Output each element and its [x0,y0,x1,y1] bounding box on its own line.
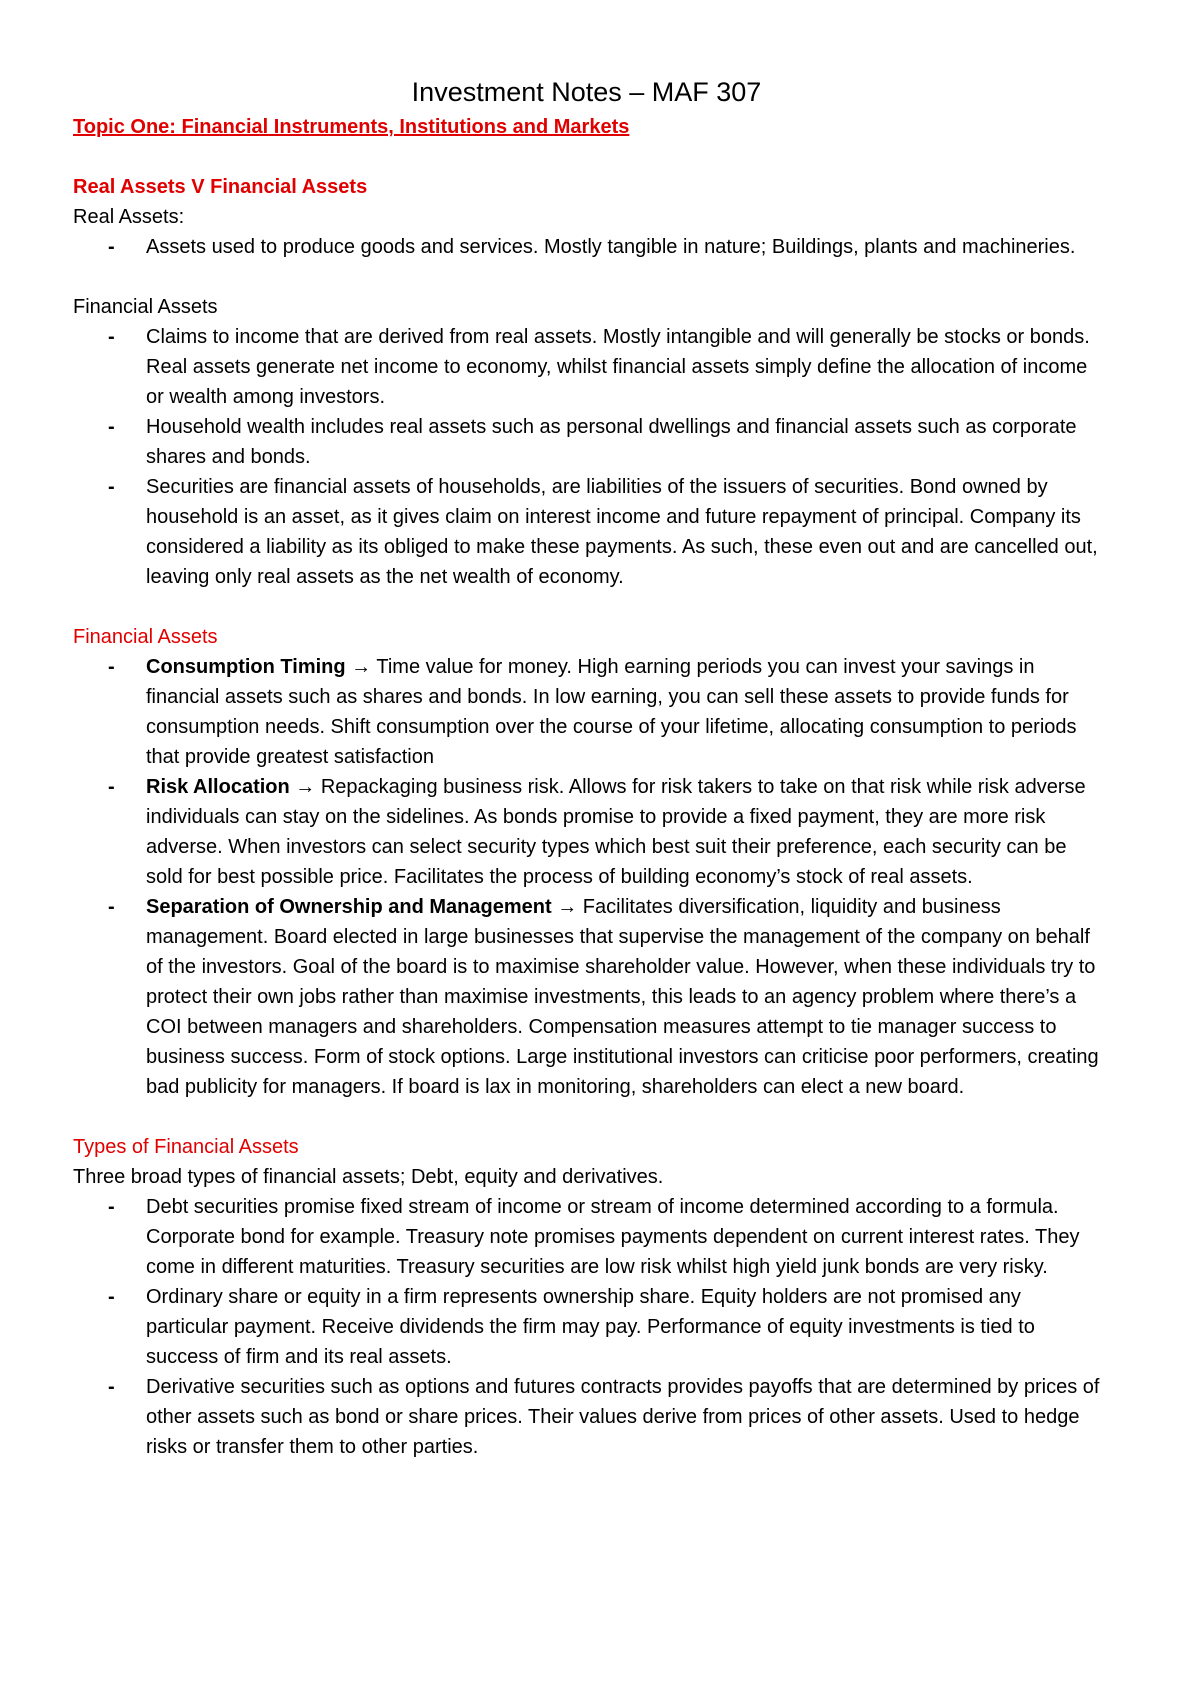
item-text: Facilitates diversification, liquidity and business management. Board elected in large businesses that supervise the management of the company on behalf of the investors. Goal of the board is to maximise shareholder value. However, when these individuals try to protect their own jobs rather than maximise investments, this leads to an agency problem where there’s a COI between managers and shareholders. Compensation measures attempt to tie manager success to business success. Form of stock options. Large institutional investors can criticise poor performers, creating bad publicity for managers. If board is lax in monitoring, shareholders can elect a new board. [146,896,1099,1098]
types-list [73,1192,1100,1462]
real-assets-label: Real Assets: [73,206,185,228]
list-item [146,892,1100,1102]
spacer [73,142,1100,172]
list-item: - Household wealth includes real assets such as personal dwellings and financial assets such as corporate shares and bonds. [146,412,1100,472]
term-label: Consumption Timing [146,656,346,678]
financial-assets-functions-list [73,652,1100,1102]
list-item: - Securities are financial assets of households, are liabilities of the issuers of securities. Bond owned by household is an asset, as it gives claim on interest income and future repayment of principal. Company its considered a liability as its obliged to make these payments. As such, these even out and are cancelled out, leaving only real assets as the net wealth of economy. [146,472,1100,592]
arrow-right-icon: → [295,776,316,798]
spacer [73,592,1100,622]
item-text: Time value for money. High earning periods you can invest your savings in financial assets such as shares and bonds. In low earning, you can sell these assets to provide funds for consumption needs. Shift consumption over the course of your lifetime, allocating consumption to periods that provide greatest satisfaction [146,656,1077,768]
real-assets-list [73,232,1100,262]
spacer [73,262,1100,292]
list-item: - Claims to income that are derived from real assets. Mostly intangible and will generally be stocks or bonds. Real assets generate net income to economy, whilst financial assets simply define the allocation of income or wealth among investors. [146,322,1100,412]
document-title: Investment Notes – MAF 307 [411,77,762,107]
spacer [73,1102,1100,1132]
term-label: Separation of Ownership and Management [146,896,552,918]
item-text: Repackaging business risk. Allows for risk takers to take on that risk while risk adverse individuals can stay on the sidelines. As bonds promise to provide a fixed payment, they are more risk adverse. When investors can select security types which best suit their preference, each security can be sold for best possible price. Facilitates the process of building economy’s stock of real assets. [146,776,1086,888]
list-item: - Derivative securities such as options and futures contracts provides payoffs that are determined by prices of other assets such as bond or share prices. Their values derive from prices of other assets. Used to hedge risks or transfer them to other parties. [146,1372,1100,1462]
list-item: - Ordinary share or equity in a firm represents ownership share. Equity holders are not promised any particular payment. Receive dividends the firm may pay. Performance of equity investments is tied to success of firm and its real assets. [146,1282,1100,1372]
financial-assets-label: Financial Assets [73,296,218,318]
section-heading-real-vs-financial: Real Assets V Financial Assets [73,176,368,198]
section-heading-types-of-financial-assets: Types of Financial Assets [73,1136,299,1158]
financial-assets-list [73,322,1100,592]
section-heading-financial-assets: Financial Assets [73,626,218,648]
list-item [146,772,1100,892]
topic-heading: Topic One: Financial Instruments, Institutions and Markets [73,116,630,138]
arrow-right-icon: → [557,896,578,918]
arrow-right-icon: → [351,656,372,678]
list-item: - Assets used to produce goods and services. Mostly tangible in nature; Buildings, plants and machineries. [146,232,1100,262]
list-item: - Debt securities promise fixed stream of income or stream of income determined according to a formula. Corporate bond for example. Treasury note promises payments dependent on current interest rates. They come in different maturities. Treasury securities are low risk whilst high yield junk bonds are very risky. [146,1192,1100,1282]
term-label: Risk Allocation [146,776,290,798]
list-item [146,652,1100,772]
types-intro: Three broad types of financial assets; Debt, equity and derivatives. [73,1166,664,1188]
